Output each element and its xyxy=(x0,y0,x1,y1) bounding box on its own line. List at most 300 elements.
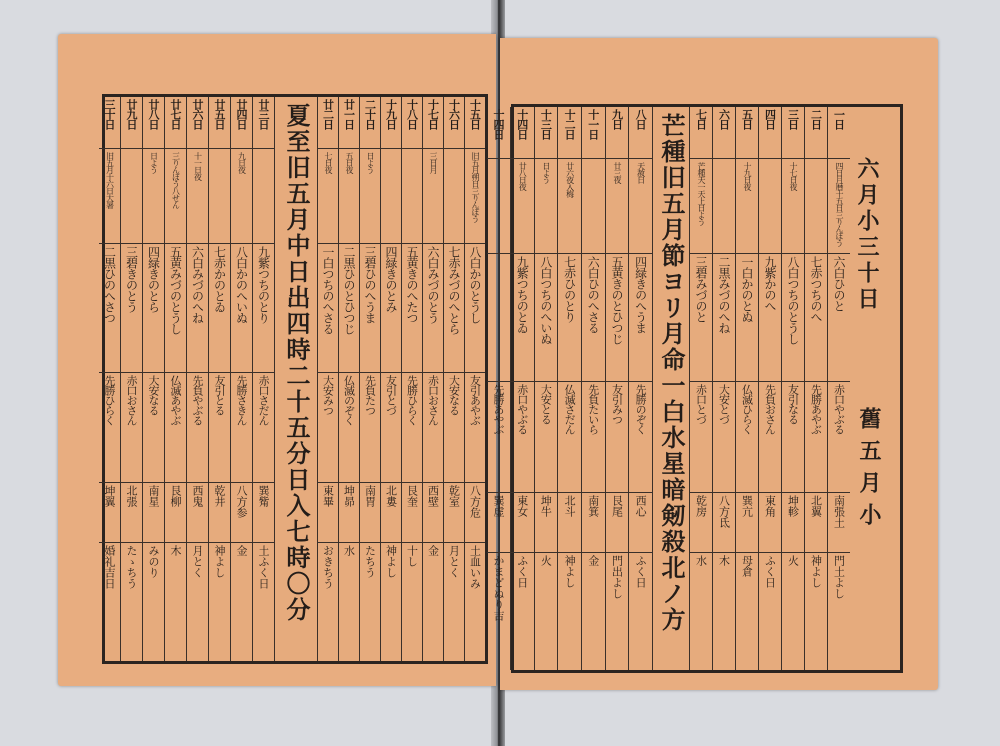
day-column xyxy=(712,107,735,670)
day-cell-note xyxy=(828,159,850,254)
day-star: 四緑きのへうま xyxy=(633,255,648,333)
day-cell-note xyxy=(582,159,605,254)
day-cell-note xyxy=(487,159,510,254)
day-cell-note xyxy=(759,159,781,254)
day-day: 廿五日 xyxy=(213,99,226,129)
day-cell-lune xyxy=(782,553,804,670)
day-lune: ふく日 xyxy=(763,554,777,588)
day-rok: 先負たいら xyxy=(586,384,600,435)
day-cell-rok xyxy=(759,382,781,493)
day-cell-day xyxy=(402,97,422,149)
day-star: 七赤ひのとり xyxy=(562,255,577,322)
day-day: 廿二日 xyxy=(321,99,335,129)
day-lune: 土血いみ xyxy=(468,545,482,590)
day-lune: 火 xyxy=(539,554,553,566)
day-cell-rok xyxy=(713,382,735,493)
day-cell-lod xyxy=(99,483,120,543)
day-star: 八白かのへいぬ xyxy=(234,246,249,324)
day-day: 廿三日 xyxy=(257,99,270,129)
day-lod: 艮奎 xyxy=(405,485,419,508)
day-column xyxy=(142,97,164,661)
day-star: 九紫かのへ xyxy=(763,255,777,311)
day-cell-rok xyxy=(339,373,359,484)
day-cell-day xyxy=(253,97,274,149)
day-lune: 十し xyxy=(405,545,419,568)
day-rok: 大安みつ xyxy=(321,374,335,415)
day-cell-star xyxy=(782,254,804,382)
day-column xyxy=(464,97,485,661)
day-cell-lod xyxy=(535,493,558,553)
day-cell-day xyxy=(143,97,164,149)
day-cell-star xyxy=(231,244,252,372)
day-cell-day xyxy=(487,107,510,159)
day-column xyxy=(401,97,422,661)
day-star: 七赤みづのへとら xyxy=(447,246,461,335)
day-lune: 金 xyxy=(426,545,440,557)
day-rok: 大安とづ xyxy=(717,384,731,425)
day-cell-lod xyxy=(402,483,422,543)
day-cell-note xyxy=(465,149,485,244)
day-cell-lod xyxy=(606,493,629,553)
calendar-table-right xyxy=(492,104,903,673)
day-cell-star xyxy=(511,254,534,382)
day-rok: 仏滅あやぶ xyxy=(169,374,182,425)
day-rok: 先勝さきん xyxy=(235,374,248,425)
day-cell-rok xyxy=(487,382,510,493)
day-cell-rok xyxy=(121,373,142,484)
day-lod: 乾房 xyxy=(694,494,708,517)
day-cell-lune xyxy=(487,553,510,670)
old-month-title: 舊五月小 xyxy=(856,407,882,535)
day-star: 一白つちのへさる xyxy=(321,246,335,335)
day-cell-rok xyxy=(828,382,850,493)
day-cell-lune xyxy=(511,553,534,670)
day-cell-lod xyxy=(582,493,605,553)
day-cell-rok xyxy=(444,373,464,484)
day-cell-rok xyxy=(582,382,605,493)
day-lod: 西壁 xyxy=(426,485,440,508)
day-cell-star xyxy=(465,244,485,372)
day-star: 八白かのとうし xyxy=(468,246,482,324)
day-cell-lune xyxy=(690,553,712,670)
day-cell-lune xyxy=(402,543,422,661)
day-day: 一日 xyxy=(832,109,846,129)
day-lune: たちう xyxy=(363,545,377,579)
day-lod: 巽虚 xyxy=(492,494,506,517)
day-note: 十一日夜 xyxy=(193,152,203,180)
day-star: 四緑きのとみ xyxy=(384,246,398,313)
day-cell-day xyxy=(736,107,758,159)
day-cell-lune xyxy=(187,543,208,661)
day-cell-day xyxy=(231,97,252,149)
day-cell-day xyxy=(187,97,208,149)
day-star: 七赤つちのへ xyxy=(809,255,823,322)
day-day: 十九日 xyxy=(384,99,398,129)
day-cell-day xyxy=(828,107,850,159)
day-cell-lune xyxy=(582,553,605,670)
day-day: 三日 xyxy=(786,109,800,129)
day-cell-day xyxy=(606,107,629,159)
day-cell-note xyxy=(606,159,629,254)
day-column xyxy=(581,107,605,670)
day-cell-rok xyxy=(381,373,401,484)
day-column xyxy=(735,107,758,670)
day-cell-lod xyxy=(318,483,338,543)
day-lune: おきちう xyxy=(321,545,335,590)
day-cell-star xyxy=(143,244,164,372)
day-cell-note xyxy=(187,149,208,244)
day-cell-star xyxy=(444,244,464,372)
day-star: 六白ひのへさる xyxy=(586,255,601,333)
day-cell-lod xyxy=(423,483,443,543)
day-day: 廿六日 xyxy=(191,99,204,129)
day-cell-star xyxy=(187,244,208,372)
day-cell-star xyxy=(423,244,443,372)
day-cell-day xyxy=(99,97,120,149)
day-cell-star xyxy=(606,254,629,382)
day-cell-lune xyxy=(209,543,230,661)
day-column xyxy=(534,107,558,670)
day-lune: 門土よし xyxy=(832,554,846,599)
day-lune: ふく日 xyxy=(515,554,529,588)
day-cell-star xyxy=(558,254,581,382)
day-rok: 友引みつ xyxy=(610,384,624,425)
day-cell-lune xyxy=(231,543,252,661)
day-cell-star xyxy=(360,244,380,372)
day-note: 日よう xyxy=(366,152,375,173)
day-cell-lune xyxy=(558,553,581,670)
day-cell-star xyxy=(629,254,652,382)
day-cell-rok xyxy=(231,373,252,484)
day-cell-day xyxy=(535,107,558,159)
day-lod: 南箕 xyxy=(586,494,600,517)
day-cell-lune xyxy=(165,543,186,661)
day-cell-note xyxy=(629,159,652,254)
day-star: 五黄きのへたつ xyxy=(405,246,419,324)
day-rok: 友引あやぶ xyxy=(468,374,482,425)
day-rok: 仏滅のぞく xyxy=(342,374,356,425)
day-cell-note xyxy=(511,159,534,254)
day-cell-star xyxy=(121,244,142,372)
day-column xyxy=(164,97,186,661)
day-cell-rok xyxy=(690,382,712,493)
day-cell-rok xyxy=(360,373,380,484)
day-column xyxy=(338,97,359,661)
day-cell-lod xyxy=(487,493,510,553)
month-title-column xyxy=(850,107,900,670)
day-note: 十七日夜 xyxy=(789,161,798,190)
day-star: 七赤かのとゐ xyxy=(212,246,227,313)
day-lune: 母倉 xyxy=(740,554,754,577)
day-cell-rok xyxy=(187,373,208,484)
day-lune: ふく日 xyxy=(634,554,648,588)
day-cell-note xyxy=(444,149,464,244)
day-day: 六日 xyxy=(717,109,731,129)
day-cell-lod xyxy=(465,483,485,543)
day-column xyxy=(230,97,252,661)
day-cell-star xyxy=(318,244,338,372)
day-cell-note xyxy=(231,149,252,244)
day-cell-lod xyxy=(713,493,735,553)
day-cell-note xyxy=(143,149,164,244)
day-cell-rok xyxy=(143,373,164,484)
day-cell-lune xyxy=(535,553,558,670)
day-cell-lod xyxy=(782,493,804,553)
day-cell-day xyxy=(423,97,443,149)
day-column xyxy=(781,107,804,670)
day-note: 天赦日 xyxy=(636,161,646,183)
day-rok: 赤口とづ xyxy=(694,384,708,425)
day-lune: 火 xyxy=(786,554,800,566)
day-lod: 坤翼 xyxy=(103,485,116,508)
day-rok: 赤口やぶる xyxy=(515,384,529,435)
day-rok: 先勝ひらく xyxy=(405,374,419,425)
day-cell-day xyxy=(782,107,804,159)
day-star: 三碧みづのと xyxy=(694,255,708,322)
day-cell-lune xyxy=(713,553,735,670)
day-cell-lod xyxy=(231,483,252,543)
day-lod: 艮柳 xyxy=(169,485,182,508)
day-lod: 八方参 xyxy=(235,485,248,519)
day-lod: 南胃 xyxy=(363,485,377,508)
day-column xyxy=(804,107,827,670)
day-rok: 赤口さだん xyxy=(257,374,270,425)
day-lod: 八方氐 xyxy=(717,494,731,528)
day-cell-note xyxy=(535,159,558,254)
day-cell-rok xyxy=(606,382,629,493)
day-star: 五黄みづのとうし xyxy=(168,246,183,335)
day-rok: 大安なる xyxy=(447,374,461,415)
day-cell-day xyxy=(444,97,464,149)
day-lune: 神よし xyxy=(809,554,823,588)
day-cell-day xyxy=(805,107,827,159)
day-day: 十一日 xyxy=(586,109,600,139)
calendar-table-left xyxy=(102,94,488,664)
day-day: 二十日 xyxy=(363,99,377,129)
day-note: 廿六夜入梅 xyxy=(565,161,575,197)
day-lune: みのり xyxy=(147,545,160,579)
day-cell-lod xyxy=(759,493,781,553)
day-note: 旧五月朔日三りんぼう xyxy=(471,152,480,222)
day-day: 四日 xyxy=(763,109,777,129)
day-cell-note xyxy=(339,149,359,244)
day-cell-day xyxy=(713,107,735,159)
day-cell-day xyxy=(318,97,338,149)
day-day: 十六日 xyxy=(447,99,461,129)
day-cell-day xyxy=(209,97,230,149)
day-cell-lune xyxy=(360,543,380,661)
day-cell-star xyxy=(759,254,781,382)
day-cell-rok xyxy=(535,382,558,493)
day-lod: 坤昴 xyxy=(342,485,356,508)
day-day: 廿八日 xyxy=(147,99,160,129)
day-lune: 神よし xyxy=(213,545,226,579)
day-cell-note xyxy=(253,149,274,244)
day-lod: 乾室 xyxy=(447,485,461,508)
day-star: 二黒みづのへね xyxy=(717,255,731,333)
day-cell-lune xyxy=(444,543,464,661)
day-cell-lune xyxy=(759,553,781,670)
day-cell-note xyxy=(209,149,230,244)
solar-term-banner xyxy=(652,107,689,670)
day-day: 十五日 xyxy=(468,99,482,129)
day-note: 五日夜 xyxy=(345,152,354,173)
day-day: 十二日 xyxy=(563,109,577,139)
day-lod: 南張土 xyxy=(832,494,846,528)
day-rok: 先負やぶる xyxy=(191,374,204,425)
day-cell-lune xyxy=(606,553,629,670)
day-cell-star xyxy=(99,244,120,372)
solar-term-banner-text: 芒種旧五月節ヨリ月命一白水星暗剱殺北ノ方 xyxy=(657,113,686,633)
day-note: 三日月 xyxy=(429,152,438,173)
day-rok: 友引とる xyxy=(213,374,226,415)
day-cell-note xyxy=(713,159,735,254)
day-rok: 友引とづ xyxy=(384,374,398,415)
day-cell-day xyxy=(121,97,142,149)
day-lod: 西鬼 xyxy=(191,485,204,508)
day-note: 四日月暦十五日三りんぼう xyxy=(835,161,844,246)
day-cell-star xyxy=(736,254,758,382)
day-lod: 北張 xyxy=(125,485,138,508)
day-star: 八白つちのとうし xyxy=(786,255,800,344)
day-cell-day xyxy=(511,107,534,159)
day-cell-day xyxy=(360,97,380,149)
day-day: 廿四日 xyxy=(235,99,248,129)
day-cell-day xyxy=(465,97,485,149)
day-cell-lune xyxy=(143,543,164,661)
day-star: 三碧ひのへうま xyxy=(363,246,377,324)
day-cell-lod xyxy=(444,483,464,543)
day-note: 旧五月十六日大暑 xyxy=(105,152,115,208)
day-lod: 八方危 xyxy=(468,485,482,519)
day-cell-lune xyxy=(423,543,443,661)
day-cell-rok xyxy=(99,373,120,484)
day-day: 十四日 xyxy=(492,109,506,139)
day-cell-day xyxy=(582,107,605,159)
day-note: 三りんぼう八せん xyxy=(171,152,181,208)
day-lune: 土ふく日 xyxy=(257,545,270,590)
day-cell-rok xyxy=(805,382,827,493)
day-rok: 先負たつ xyxy=(363,374,377,415)
solar-term-banner-text: 夏至旧五月中日出四時二十五分日入七時〇分 xyxy=(282,103,311,623)
day-cell-note xyxy=(423,149,443,244)
day-lune: 水 xyxy=(342,545,356,557)
day-column xyxy=(758,107,781,670)
day-lod: 西心 xyxy=(634,494,648,517)
day-day: 廿一日 xyxy=(342,99,356,129)
day-lod: 巽亢 xyxy=(740,494,754,517)
day-cell-lune xyxy=(465,543,485,661)
day-cell-lod xyxy=(143,483,164,543)
day-column xyxy=(380,97,401,661)
day-cell-star xyxy=(209,244,230,372)
day-cell-rok xyxy=(736,382,758,493)
day-cell-note xyxy=(690,159,712,254)
day-cell-lod xyxy=(339,483,359,543)
day-day: 七日 xyxy=(694,109,708,129)
day-star: 九紫つちのとゐ xyxy=(515,255,530,333)
day-day: 八日 xyxy=(634,109,648,129)
day-lune: 木 xyxy=(717,554,731,566)
day-column xyxy=(186,97,208,661)
day-column xyxy=(628,107,652,670)
day-note: 芒種天一天上日よう xyxy=(697,161,706,225)
day-cell-star xyxy=(339,244,359,372)
day-cell-rok xyxy=(465,373,485,484)
day-cell-day xyxy=(165,97,186,149)
day-cell-rok xyxy=(165,373,186,484)
day-cell-lune xyxy=(828,553,850,670)
day-cell-rok xyxy=(782,382,804,493)
day-cell-lod xyxy=(805,493,827,553)
day-column xyxy=(252,97,274,661)
day-rok: 大安とる xyxy=(539,384,553,425)
day-star: 二黒ひのとひつじ xyxy=(342,246,356,335)
day-cell-star xyxy=(690,254,712,382)
day-column xyxy=(99,97,120,661)
day-cell-note xyxy=(99,149,120,244)
day-cell-rok xyxy=(402,373,422,484)
day-rok: 先勝ひらく xyxy=(103,374,116,425)
day-cell-lod xyxy=(511,493,534,553)
day-cell-day xyxy=(339,97,359,149)
left-page xyxy=(58,34,496,686)
day-note: 九日夜 xyxy=(237,152,247,173)
day-rok: 友引なる xyxy=(786,384,800,425)
day-note: 七日夜 xyxy=(324,152,333,173)
day-cell-lod xyxy=(690,493,712,553)
day-column xyxy=(827,107,850,670)
day-cell-lod xyxy=(558,493,581,553)
day-rok: 仏滅ひらく xyxy=(740,384,754,435)
day-cell-star xyxy=(487,254,510,382)
day-cell-note xyxy=(805,159,827,254)
day-lod: 坤軫 xyxy=(786,494,800,517)
day-star: 一白かのとぬ xyxy=(740,255,754,322)
day-cell-note xyxy=(736,159,758,254)
day-day: 十四日 xyxy=(515,109,529,139)
day-lod: 北斗 xyxy=(563,494,577,517)
day-star: 八白つちのへいぬ xyxy=(538,255,553,344)
day-star: 三碧きのとう xyxy=(124,246,139,313)
day-rok: 赤口やぶる xyxy=(832,384,846,435)
day-cell-star xyxy=(402,244,422,372)
day-cell-lod xyxy=(736,493,758,553)
day-day: 十三日 xyxy=(539,109,553,139)
day-column xyxy=(359,97,380,661)
day-note: 廿八日夜 xyxy=(518,161,528,190)
day-day: 三十日 xyxy=(103,99,116,129)
day-cell-lod xyxy=(629,493,652,553)
day-cell-day xyxy=(381,97,401,149)
day-cell-lune xyxy=(381,543,401,661)
day-column xyxy=(443,97,464,661)
day-column xyxy=(689,107,712,670)
day-rok: 大安なる xyxy=(147,374,160,415)
day-lod: 北翼 xyxy=(809,494,823,517)
day-lune: 月とく xyxy=(447,545,461,579)
day-rok: 赤口おさん xyxy=(125,374,138,425)
day-cell-day xyxy=(690,107,712,159)
day-column xyxy=(120,97,142,661)
day-day: 十七日 xyxy=(426,99,440,129)
day-cell-day xyxy=(759,107,781,159)
day-cell-lod xyxy=(253,483,274,543)
day-lod: 南星 xyxy=(147,485,160,508)
day-cell-lune xyxy=(99,543,120,661)
day-lod: 東角 xyxy=(763,494,777,517)
day-day: 十八日 xyxy=(405,99,419,129)
